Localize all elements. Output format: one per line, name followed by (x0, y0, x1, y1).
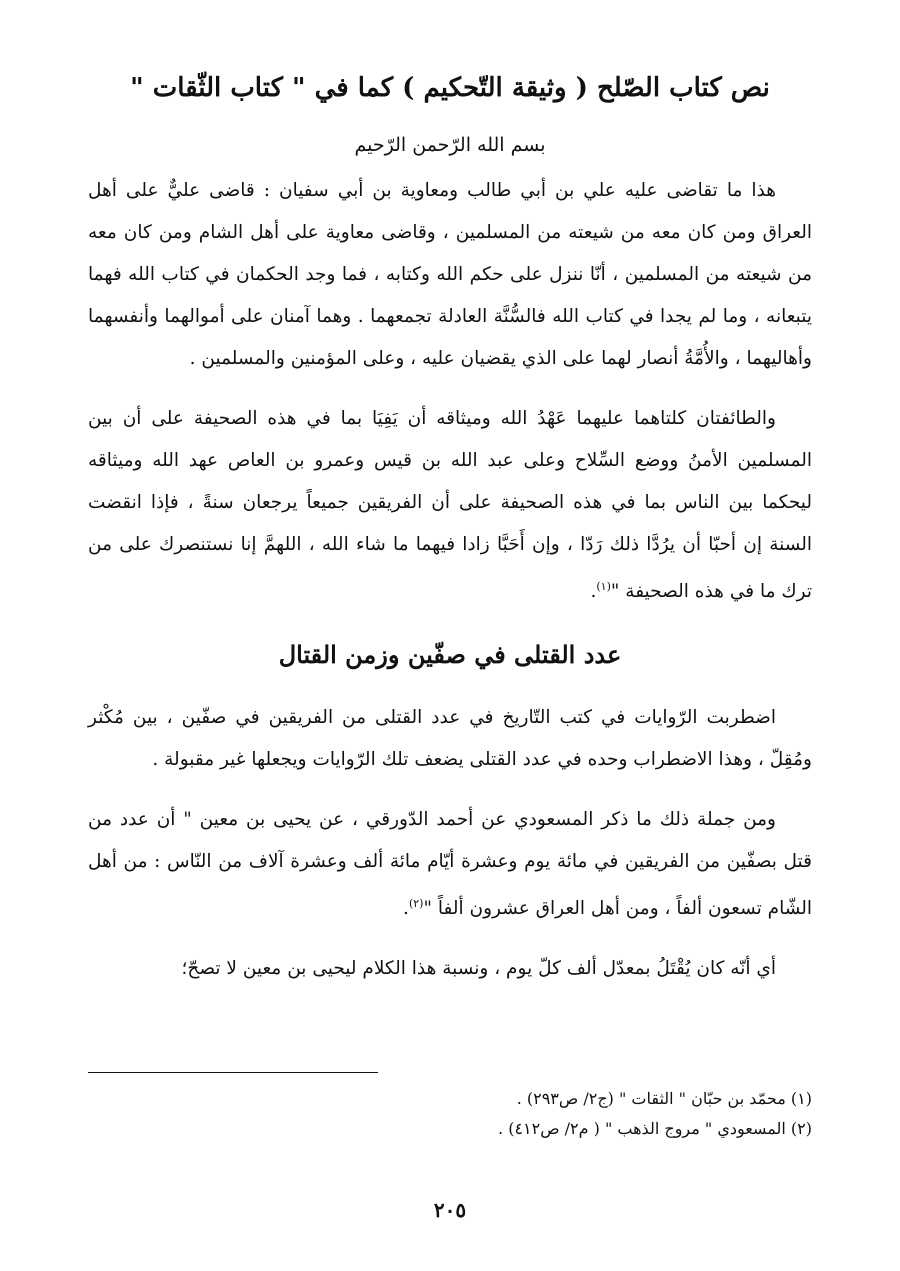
section-heading: عدد القتلى في صفّين وزمن القتال (278, 640, 622, 670)
paragraph-2-text: والطائفتان كلتاهما عليهما عَهْدُ الله وميثاقه أن يَفِيَا بما في هذه الصحيفة على أن بين المسلمين الأمنُ ووضع السِّلاح وعلى عبد الله بن قيس وعمرو بن العاص عهد الله وميثاقه ليحكما بين الناس بما في هذه الصحيفة على أن الفريقين جميعاً يرجعان سنةً ، فإذا انقضت السنة إن أحبّا أن يرُدَّا ذلك رَدّا ، وإن أَحَبَّا زادا فيهما ما شاء الله ، اللهمَّ إنا نستنصرك على من ترك ما في هذه الصحيفة " (88, 408, 812, 603)
footnote-2: (٢) المسعودي " مروج الذهب " ( م٢/ ص٤١٢) . (498, 1119, 812, 1138)
footnote-1: (١) محمّد بن حبّان " الثقات " (ج٢/ ص٢٩٣) . (516, 1089, 812, 1108)
paragraph-1: هذا ما تقاضى عليه علي بن أبي طالب ومعاوية بن أبي سفيان : قاضى عليٌّ على أهل العراق ومن كان معه من شيعته من المسلمين ، وقاضى معاوية على أهل الشام ومن كان معه من شيعته من المسلمين ، أنّا ننزل على حكم الله وكتابه ، فما وجد الحكمان في كتاب الله فهما يتبعانه ، وما لم يجدا في كتاب الله فالسُّنَّة العادلة تجمعهما . وهما آمنان على أموالهما وأنفسهما وأهاليهما ، والأُمَّةُ أنصار لهما على الذي يقضيان عليه ، وعلى المؤمنين والمسلمين . (88, 180, 812, 369)
basmala: بسم الله الرّحمن الرّحيم (354, 134, 546, 156)
footnote-ref-2: (٢) (408, 897, 424, 911)
paragraph-4-tail: . (403, 898, 409, 920)
paragraph-2-tail: . (590, 581, 597, 603)
paragraph-3: اضطربت الرّوايات في كتب التّاريخ في عدد القتلى من الفريقين في صفّين ، بين مُكْثر ومُقِلّ ، وهذا الاضطراب وحده في عدد القتلى يضعف تلك الرّوايات ويجعلها غير مقبولة . (88, 707, 812, 771)
footnote-ref-1: (١) (596, 580, 611, 593)
footnotes (88, 1084, 812, 1144)
footnote-divider (88, 1072, 378, 1073)
paragraph-4 (88, 799, 812, 930)
paragraph-2 (88, 398, 812, 613)
page-title: نص كتاب الصّلح ( وثيقة التّحكيم ) كما في " كتاب الثّقات " (130, 73, 770, 103)
paragraph-4-text: ومن جملة ذلك ما ذكر المسعودي عن أحمد الدّورقي ، عن يحيى بن معين " أن عدد من قتل بصفّين من الفريقين في مائة يوم وعشرة أيّام مائة ألف وعشرة آلاف من النّاس : من أهل الشّام تسعون ألفاً ، ومن أهل العراق عشرون ألفاً " (88, 809, 812, 920)
page-number: ٢٠٥ (433, 1198, 467, 1222)
paragraph-5: أي أنّه كان يُقْتَلُ بمعدّل ألف كلّ يوم ، ونسبة هذا الكلام ليحيى بن معين لا تصحّ؛ (181, 958, 776, 980)
document-page (88, 60, 812, 1230)
